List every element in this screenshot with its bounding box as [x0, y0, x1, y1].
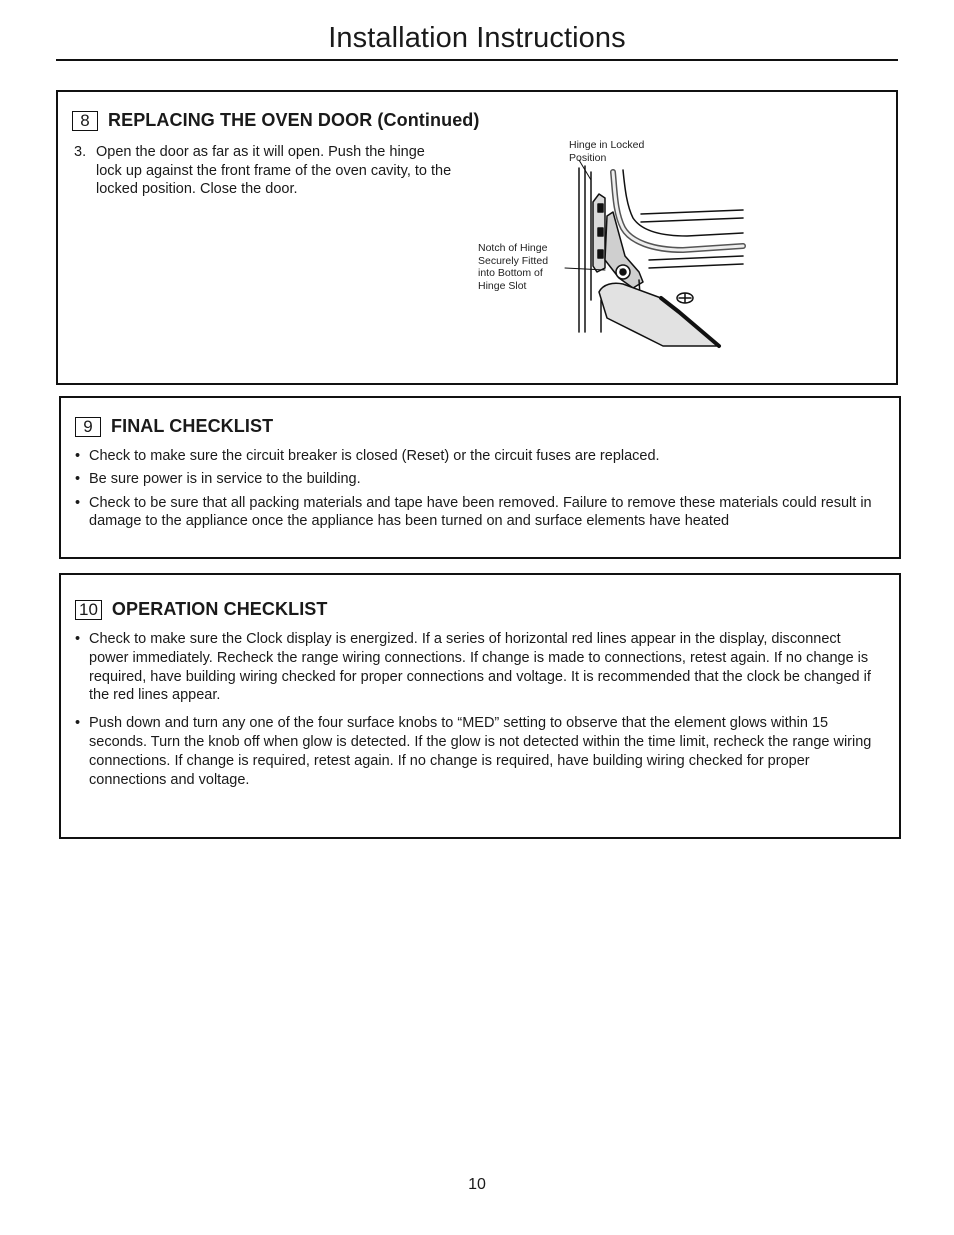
final-checklist-list — [75, 447, 875, 536]
step-instruction — [74, 143, 454, 199]
operation-checklist-list — [75, 630, 875, 794]
hinge-diagram — [473, 132, 773, 352]
list-item: • Check to make sure the circuit breaker is closed (Reset) or the circuit fuses are replaced. — [75, 448, 660, 464]
section-number-badge: 10 — [75, 600, 102, 620]
list-item: • Push down and turn any one of the four surface knobs to “MED” setting to observe that the element glows within 15 seconds. Turn the knob off when glow is detected. If the glow is not detected within the time limit, recheck the range wiring connections. If change is required, retest again. If no change is required, have building wiring checked for proper connections and voltage. — [75, 715, 872, 788]
page-number: 10 — [468, 1176, 486, 1193]
list-item: • Check to be sure that all packing materials and tape have been removed. Failure to remove these materials could result in damage to the appliance once the appliance has been turned on and surface elements have heated — [75, 494, 872, 530]
bullet-icon: • — [75, 715, 81, 732]
label-notch-of-hinge: Notch of Hinge Securely Fitted into Bottom of Hinge Slot — [478, 242, 549, 292]
list-item: • Check to make sure the Clock display is energized. If a series of horizontal red lines appear in the display, disconnect power immediately. Recheck the range wiring connections. If change is made to connections, retest again. If no change is required, have building wiring checked for proper connections and voltage. It is recommended that the clock be changed if the red lines appear. — [75, 631, 871, 704]
section-header — [75, 599, 328, 620]
label-hinge-locked: Hinge in Locked Position — [569, 139, 645, 164]
bullet-icon: • — [75, 448, 81, 464]
section-heading: REPLACING THE OVEN DOOR (Continued) — [108, 110, 480, 130]
section-replacing-oven-door — [56, 90, 898, 385]
section-heading: OPERATION CHECKLIST — [111, 599, 328, 619]
section-final-checklist — [59, 396, 901, 559]
step-number: 3. — [74, 144, 87, 160]
section-header — [72, 110, 480, 131]
page-title: Installation Instructions — [328, 22, 626, 54]
section-number-badge: 9 — [75, 417, 101, 437]
bullet-icon: • — [75, 494, 81, 511]
step-body-text: Open the door as far as it will open. Push the hinge lock up against the front frame of the oven cavity, to the locked position. Close the door. — [96, 144, 452, 197]
title-divider — [56, 59, 898, 61]
section-header — [75, 416, 273, 437]
list-item: • Be sure power is in service to the building. — [75, 471, 361, 488]
section-heading: FINAL CHECKLIST — [111, 416, 274, 436]
section-number-badge: 8 — [72, 111, 98, 131]
bullet-icon: • — [75, 631, 81, 647]
bullet-icon: • — [75, 471, 81, 488]
section-operation-checklist — [59, 573, 901, 839]
